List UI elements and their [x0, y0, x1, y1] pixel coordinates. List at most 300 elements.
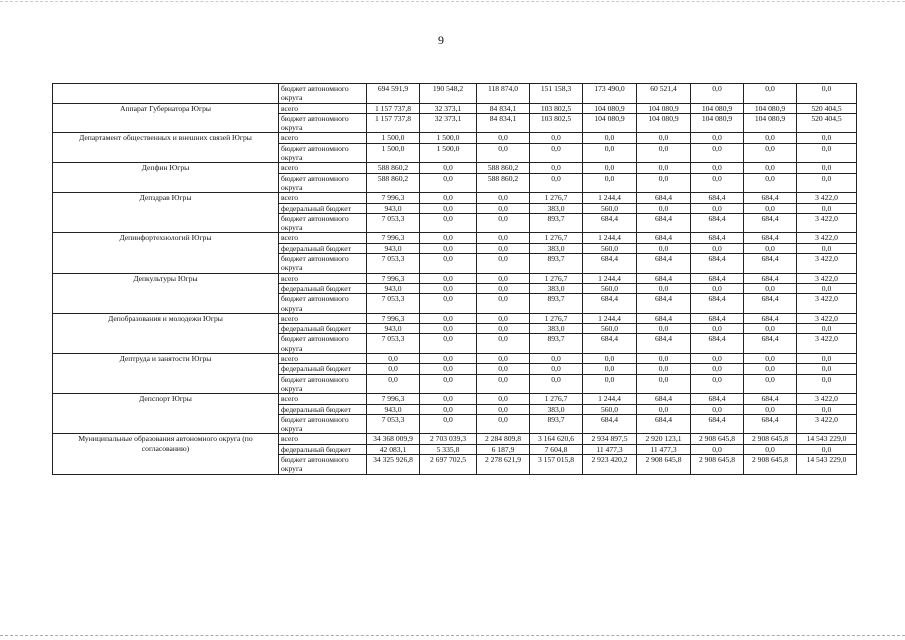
amount-cell: 7 053,3 [367, 294, 420, 314]
amount-cell: 0,0 [691, 203, 744, 213]
amount-cell: 684,4 [637, 414, 691, 434]
amount-cell: 0,0 [797, 143, 857, 163]
amount-cell: 560,0 [583, 243, 637, 253]
amount-cell: 684,4 [637, 273, 691, 283]
amount-cell: 1 500,0 [367, 133, 420, 143]
amount-cell: 943,0 [367, 203, 420, 213]
amount-cell: 7 053,3 [367, 414, 420, 434]
amount-cell: 0,0 [637, 173, 691, 193]
amount-cell: 0,0 [420, 213, 477, 233]
amount-cell: 0,0 [797, 354, 857, 364]
amount-cell: 0,0 [691, 374, 744, 394]
amount-cell: 7 996,3 [367, 233, 420, 243]
org-name-cell [53, 84, 279, 104]
amount-cell: 0,0 [477, 143, 530, 163]
amount-cell: 0,0 [797, 173, 857, 193]
amount-cell: 3 422,0 [797, 273, 857, 283]
amount-cell: 684,4 [744, 193, 797, 203]
amount-cell: 684,4 [637, 254, 691, 274]
amount-cell: 684,4 [691, 294, 744, 314]
amount-cell: 7 053,3 [367, 334, 420, 354]
amount-cell: 0,0 [797, 243, 857, 253]
amount-cell: 684,4 [691, 273, 744, 283]
amount-cell: 383,0 [530, 283, 583, 293]
amount-cell: 684,4 [744, 254, 797, 274]
amount-cell: 694 591,9 [367, 84, 420, 104]
amount-cell: 1 244,4 [583, 233, 637, 243]
funding-source-cell: федеральный бюджет [279, 324, 367, 334]
amount-cell: 0,0 [637, 354, 691, 364]
amount-cell: 0,0 [420, 193, 477, 203]
amount-cell: 0,0 [691, 324, 744, 334]
amount-cell: 0,0 [797, 404, 857, 414]
amount-cell: 383,0 [530, 404, 583, 414]
amount-cell: 0,0 [420, 273, 477, 283]
amount-cell: 0,0 [477, 213, 530, 233]
amount-cell: 7 996,3 [367, 313, 420, 323]
amount-cell: 1 276,7 [530, 313, 583, 323]
amount-cell: 7 996,3 [367, 193, 420, 203]
amount-cell: 0,0 [691, 143, 744, 163]
amount-cell: 684,4 [583, 294, 637, 314]
amount-cell: 3 422,0 [797, 254, 857, 274]
table-row [53, 103, 857, 113]
funding-source-cell: всего [279, 313, 367, 323]
amount-cell: 0,0 [583, 163, 637, 173]
amount-cell: 0,0 [744, 163, 797, 173]
amount-cell: 2 923 420,2 [583, 454, 637, 474]
amount-cell: 684,4 [744, 334, 797, 354]
amount-cell: 0,0 [477, 354, 530, 364]
table-row [53, 163, 857, 173]
amount-cell: 3 422,0 [797, 414, 857, 434]
amount-cell: 0,0 [420, 163, 477, 173]
amount-cell: 0,0 [744, 243, 797, 253]
amount-cell: 32 373,1 [420, 113, 477, 133]
amount-cell: 0,0 [530, 143, 583, 163]
funding-source-cell: всего [279, 233, 367, 243]
amount-cell: 684,4 [583, 414, 637, 434]
amount-cell: 0,0 [477, 324, 530, 334]
amount-cell: 0,0 [637, 324, 691, 334]
amount-cell: 0,0 [420, 203, 477, 213]
amount-cell: 383,0 [530, 203, 583, 213]
amount-cell: 0,0 [477, 254, 530, 274]
amount-cell: 11 477,3 [637, 444, 691, 454]
funding-source-cell: бюджет автономного округа [279, 414, 367, 434]
amount-cell: 3 422,0 [797, 334, 857, 354]
amount-cell: 104 080,9 [691, 113, 744, 133]
amount-cell: 0,0 [420, 404, 477, 414]
amount-cell: 0,0 [797, 444, 857, 454]
amount-cell: 104 080,9 [744, 113, 797, 133]
amount-cell: 0,0 [637, 163, 691, 173]
amount-cell: 0,0 [637, 364, 691, 374]
amount-cell: 5 335,8 [420, 444, 477, 454]
amount-cell: 1 500,0 [420, 133, 477, 143]
table-row [53, 354, 857, 364]
funding-source-cell: бюджет автономного округа [279, 113, 367, 133]
amount-cell: 893,7 [530, 213, 583, 233]
amount-cell: 0,0 [797, 324, 857, 334]
funding-source-cell: федеральный бюджет [279, 364, 367, 374]
org-name-cell: Депинфортехнологий Югры [53, 233, 279, 273]
amount-cell: 2 908 645,8 [691, 454, 744, 474]
funding-source-cell: федеральный бюджет [279, 203, 367, 213]
amount-cell: 0,0 [637, 143, 691, 163]
amount-cell: 0,0 [530, 133, 583, 143]
amount-cell: 684,4 [637, 334, 691, 354]
amount-cell: 0,0 [530, 374, 583, 394]
amount-cell: 684,4 [744, 313, 797, 323]
amount-cell: 1 244,4 [583, 313, 637, 323]
amount-cell: 2 703 039,3 [420, 434, 477, 444]
funding-source-cell: всего [279, 273, 367, 283]
amount-cell: 0,0 [420, 394, 477, 404]
amount-cell: 1 500,0 [420, 143, 477, 163]
amount-cell: 684,4 [691, 233, 744, 243]
amount-cell: 0,0 [420, 313, 477, 323]
amount-cell: 383,0 [530, 243, 583, 253]
table-row [53, 133, 857, 143]
amount-cell: 32 373,1 [420, 103, 477, 113]
amount-cell: 560,0 [583, 404, 637, 414]
amount-cell: 943,0 [367, 243, 420, 253]
funding-source-cell: всего [279, 193, 367, 203]
funding-source-cell: федеральный бюджет [279, 243, 367, 253]
org-name-cell: Аппарат Губернатора Югры [53, 103, 279, 133]
funding-source-cell: всего [279, 133, 367, 143]
amount-cell: 684,4 [744, 294, 797, 314]
amount-cell: 7 053,3 [367, 213, 420, 233]
amount-cell: 0,0 [477, 374, 530, 394]
amount-cell: 0,0 [477, 283, 530, 293]
funding-source-cell: бюджет автономного округа [279, 374, 367, 394]
amount-cell: 0,0 [797, 163, 857, 173]
amount-cell: 60 521,4 [637, 84, 691, 104]
amount-cell: 0,0 [477, 414, 530, 434]
amount-cell: 0,0 [797, 364, 857, 374]
amount-cell: 84 834,1 [477, 103, 530, 113]
amount-cell: 3 422,0 [797, 394, 857, 404]
amount-cell: 2 908 645,8 [744, 454, 797, 474]
amount-cell: 0,0 [477, 313, 530, 323]
amount-cell: 1 157 737,8 [367, 103, 420, 113]
amount-cell: 560,0 [583, 203, 637, 213]
amount-cell: 0,0 [744, 374, 797, 394]
org-name-cell: Департамент общественных и внешних связей Югры [53, 133, 279, 163]
amount-cell: 0,0 [637, 243, 691, 253]
amount-cell: 104 080,9 [744, 103, 797, 113]
amount-cell: 0,0 [691, 444, 744, 454]
funding-source-cell: всего [279, 354, 367, 364]
amount-cell: 684,4 [691, 414, 744, 434]
amount-cell: 684,4 [744, 394, 797, 404]
amount-cell: 588 860,2 [477, 163, 530, 173]
amount-cell: 0,0 [744, 283, 797, 293]
table-row [53, 193, 857, 203]
amount-cell: 3 157 015,8 [530, 454, 583, 474]
amount-cell: 0,0 [477, 233, 530, 243]
funding-source-cell: бюджет автономного округа [279, 454, 367, 474]
amount-cell: 684,4 [744, 233, 797, 243]
budget-table [52, 83, 857, 475]
amount-cell: 0,0 [477, 203, 530, 213]
amount-cell: 943,0 [367, 404, 420, 414]
amount-cell: 684,4 [583, 254, 637, 274]
funding-source-cell: бюджет автономного округа [279, 84, 367, 104]
amount-cell: 104 080,9 [637, 103, 691, 113]
amount-cell: 0,0 [477, 334, 530, 354]
org-name-cell: Депфин Югры [53, 163, 279, 193]
amount-cell: 14 543 229,0 [797, 434, 857, 444]
amount-cell: 0,0 [691, 133, 744, 143]
table-row [53, 434, 857, 444]
amount-cell: 0,0 [744, 173, 797, 193]
amount-cell: 684,4 [583, 213, 637, 233]
amount-cell: 34 325 926,8 [367, 454, 420, 474]
amount-cell: 684,4 [691, 213, 744, 233]
amount-cell: 2 278 621,9 [477, 454, 530, 474]
amount-cell: 684,4 [583, 334, 637, 354]
amount-cell: 0,0 [420, 364, 477, 374]
amount-cell: 560,0 [583, 283, 637, 293]
amount-cell: 0,0 [744, 324, 797, 334]
funding-source-cell: бюджет автономного округа [279, 294, 367, 314]
amount-cell: 0,0 [530, 163, 583, 173]
amount-cell: 0,0 [744, 143, 797, 163]
amount-cell: 0,0 [744, 133, 797, 143]
amount-cell: 7 053,3 [367, 254, 420, 274]
amount-cell: 3 422,0 [797, 213, 857, 233]
amount-cell: 588 860,2 [367, 163, 420, 173]
amount-cell: 0,0 [477, 394, 530, 404]
funding-source-cell: бюджет автономного округа [279, 173, 367, 193]
amount-cell: 0,0 [797, 133, 857, 143]
amount-cell: 1 157 737,8 [367, 113, 420, 133]
amount-cell: 0,0 [637, 404, 691, 414]
amount-cell: 0,0 [797, 283, 857, 293]
amount-cell: 2 908 645,8 [691, 434, 744, 444]
amount-cell: 0,0 [583, 173, 637, 193]
amount-cell: 893,7 [530, 334, 583, 354]
amount-cell: 0,0 [691, 243, 744, 253]
amount-cell: 0,0 [367, 374, 420, 394]
amount-cell: 3 422,0 [797, 313, 857, 323]
table-row [53, 273, 857, 283]
amount-cell: 0,0 [744, 404, 797, 414]
amount-cell: 3 422,0 [797, 294, 857, 314]
amount-cell: 14 543 229,0 [797, 454, 857, 474]
amount-cell: 893,7 [530, 294, 583, 314]
amount-cell: 684,4 [744, 273, 797, 283]
amount-cell: 684,4 [637, 233, 691, 243]
amount-cell: 2 908 645,8 [637, 454, 691, 474]
amount-cell: 588 860,2 [367, 173, 420, 193]
amount-cell: 42 083,1 [367, 444, 420, 454]
amount-cell: 0,0 [691, 283, 744, 293]
amount-cell: 2 284 809,8 [477, 434, 530, 444]
amount-cell: 2 920 123,1 [637, 434, 691, 444]
funding-source-cell: всего [279, 103, 367, 113]
amount-cell: 684,4 [637, 294, 691, 314]
funding-source-cell: федеральный бюджет [279, 404, 367, 414]
amount-cell: 7 996,3 [367, 394, 420, 404]
table-row [53, 394, 857, 404]
amount-cell: 0,0 [420, 324, 477, 334]
amount-cell: 118 874,0 [477, 84, 530, 104]
amount-cell: 0,0 [691, 364, 744, 374]
amount-cell: 684,4 [637, 193, 691, 203]
amount-cell: 1 500,0 [367, 143, 420, 163]
amount-cell: 0,0 [691, 404, 744, 414]
amount-cell: 2 908 645,8 [744, 434, 797, 444]
amount-cell: 0,0 [797, 84, 857, 104]
amount-cell: 0,0 [477, 364, 530, 374]
amount-cell: 943,0 [367, 324, 420, 334]
funding-source-cell: всего [279, 163, 367, 173]
amount-cell: 103 802,5 [530, 113, 583, 133]
amount-cell: 0,0 [530, 364, 583, 374]
amount-cell: 0,0 [637, 283, 691, 293]
scan-edge-top [0, 1, 905, 2]
table-body [53, 84, 857, 475]
table-row [53, 313, 857, 323]
amount-cell: 1 244,4 [583, 273, 637, 283]
scan-edge-bottom [0, 635, 905, 636]
amount-cell: 0,0 [744, 354, 797, 364]
amount-cell: 0,0 [797, 203, 857, 213]
amount-cell: 0,0 [583, 364, 637, 374]
amount-cell: 0,0 [420, 233, 477, 243]
amount-cell: 0,0 [367, 364, 420, 374]
amount-cell: 0,0 [583, 354, 637, 364]
funding-source-cell: федеральный бюджет [279, 444, 367, 454]
funding-source-cell: бюджет автономного округа [279, 143, 367, 163]
amount-cell: 0,0 [583, 143, 637, 163]
amount-cell: 0,0 [744, 364, 797, 374]
funding-source-cell: всего [279, 394, 367, 404]
funding-source-cell: бюджет автономного округа [279, 334, 367, 354]
amount-cell: 2 697 702,5 [420, 454, 477, 474]
amount-cell: 0,0 [420, 334, 477, 354]
amount-cell: 104 080,9 [691, 103, 744, 113]
amount-cell: 104 080,9 [637, 113, 691, 133]
amount-cell: 1 276,7 [530, 233, 583, 243]
amount-cell: 0,0 [477, 273, 530, 283]
amount-cell: 684,4 [691, 254, 744, 274]
amount-cell: 0,0 [691, 173, 744, 193]
amount-cell: 0,0 [420, 374, 477, 394]
amount-cell: 0,0 [637, 374, 691, 394]
amount-cell: 0,0 [477, 404, 530, 414]
amount-cell: 684,4 [744, 414, 797, 434]
amount-cell: 1 244,4 [583, 193, 637, 203]
funding-source-cell: бюджет автономного округа [279, 213, 367, 233]
amount-cell: 3 422,0 [797, 233, 857, 243]
amount-cell: 190 548,2 [420, 84, 477, 104]
org-name-cell: Депздрав Югры [53, 193, 279, 233]
amount-cell: 1 276,7 [530, 193, 583, 203]
amount-cell: 684,4 [637, 213, 691, 233]
amount-cell: 1 276,7 [530, 394, 583, 404]
page-number: 9 [438, 33, 444, 47]
amount-cell: 0,0 [420, 354, 477, 364]
amount-cell: 34 368 009,9 [367, 434, 420, 444]
table-row [53, 84, 857, 104]
amount-cell: 0,0 [367, 354, 420, 364]
amount-cell: 0,0 [691, 354, 744, 364]
amount-cell: 3 422,0 [797, 193, 857, 203]
amount-cell: 103 802,5 [530, 103, 583, 113]
org-name-cell: Муниципальные образования автономного округа (по согласованию) [53, 434, 279, 474]
amount-cell: 893,7 [530, 254, 583, 274]
amount-cell: 0,0 [477, 294, 530, 314]
amount-cell: 104 080,9 [583, 113, 637, 133]
amount-cell: 104 080,9 [583, 103, 637, 113]
amount-cell: 943,0 [367, 283, 420, 293]
amount-cell: 3 164 620,6 [530, 434, 583, 444]
amount-cell: 0,0 [477, 193, 530, 203]
amount-cell: 2 934 897,5 [583, 434, 637, 444]
amount-cell: 0,0 [420, 283, 477, 293]
amount-cell: 0,0 [691, 163, 744, 173]
org-name-cell: Депкультуры Югры [53, 273, 279, 313]
amount-cell: 0,0 [477, 133, 530, 143]
amount-cell: 684,4 [637, 394, 691, 404]
amount-cell: 0,0 [420, 173, 477, 193]
amount-cell: 0,0 [420, 294, 477, 314]
amount-cell: 0,0 [637, 203, 691, 213]
amount-cell: 684,4 [744, 213, 797, 233]
amount-cell: 0,0 [744, 444, 797, 454]
amount-cell: 151 158,3 [530, 84, 583, 104]
table-row [53, 233, 857, 243]
org-name-cell: Депобразования и молодежи Югры [53, 313, 279, 353]
funding-source-cell: бюджет автономного округа [279, 254, 367, 274]
funding-source-cell: федеральный бюджет [279, 283, 367, 293]
amount-cell: 684,4 [691, 193, 744, 203]
amount-cell: 0,0 [637, 133, 691, 143]
amount-cell: 520 404,5 [797, 103, 857, 113]
amount-cell: 173 490,0 [583, 84, 637, 104]
amount-cell: 0,0 [797, 374, 857, 394]
amount-cell: 893,7 [530, 414, 583, 434]
amount-cell: 1 244,4 [583, 394, 637, 404]
amount-cell: 0,0 [420, 254, 477, 274]
amount-cell: 1 276,7 [530, 273, 583, 283]
amount-cell: 11 477,3 [583, 444, 637, 454]
amount-cell: 7 996,3 [367, 273, 420, 283]
amount-cell: 588 860,2 [477, 173, 530, 193]
amount-cell: 0,0 [420, 414, 477, 434]
amount-cell: 684,4 [691, 394, 744, 404]
amount-cell: 684,4 [637, 313, 691, 323]
amount-cell: 0,0 [691, 84, 744, 104]
amount-cell: 0,0 [420, 243, 477, 253]
amount-cell: 0,0 [583, 133, 637, 143]
amount-cell: 684,4 [691, 313, 744, 323]
amount-cell: 684,4 [691, 334, 744, 354]
amount-cell: 0,0 [744, 84, 797, 104]
amount-cell: 0,0 [583, 374, 637, 394]
amount-cell: 0,0 [744, 203, 797, 213]
funding-source-cell: всего [279, 434, 367, 444]
amount-cell: 6 187,9 [477, 444, 530, 454]
org-name-cell: Дептруда и занятости Югры [53, 354, 279, 394]
amount-cell: 0,0 [477, 243, 530, 253]
amount-cell: 560,0 [583, 324, 637, 334]
